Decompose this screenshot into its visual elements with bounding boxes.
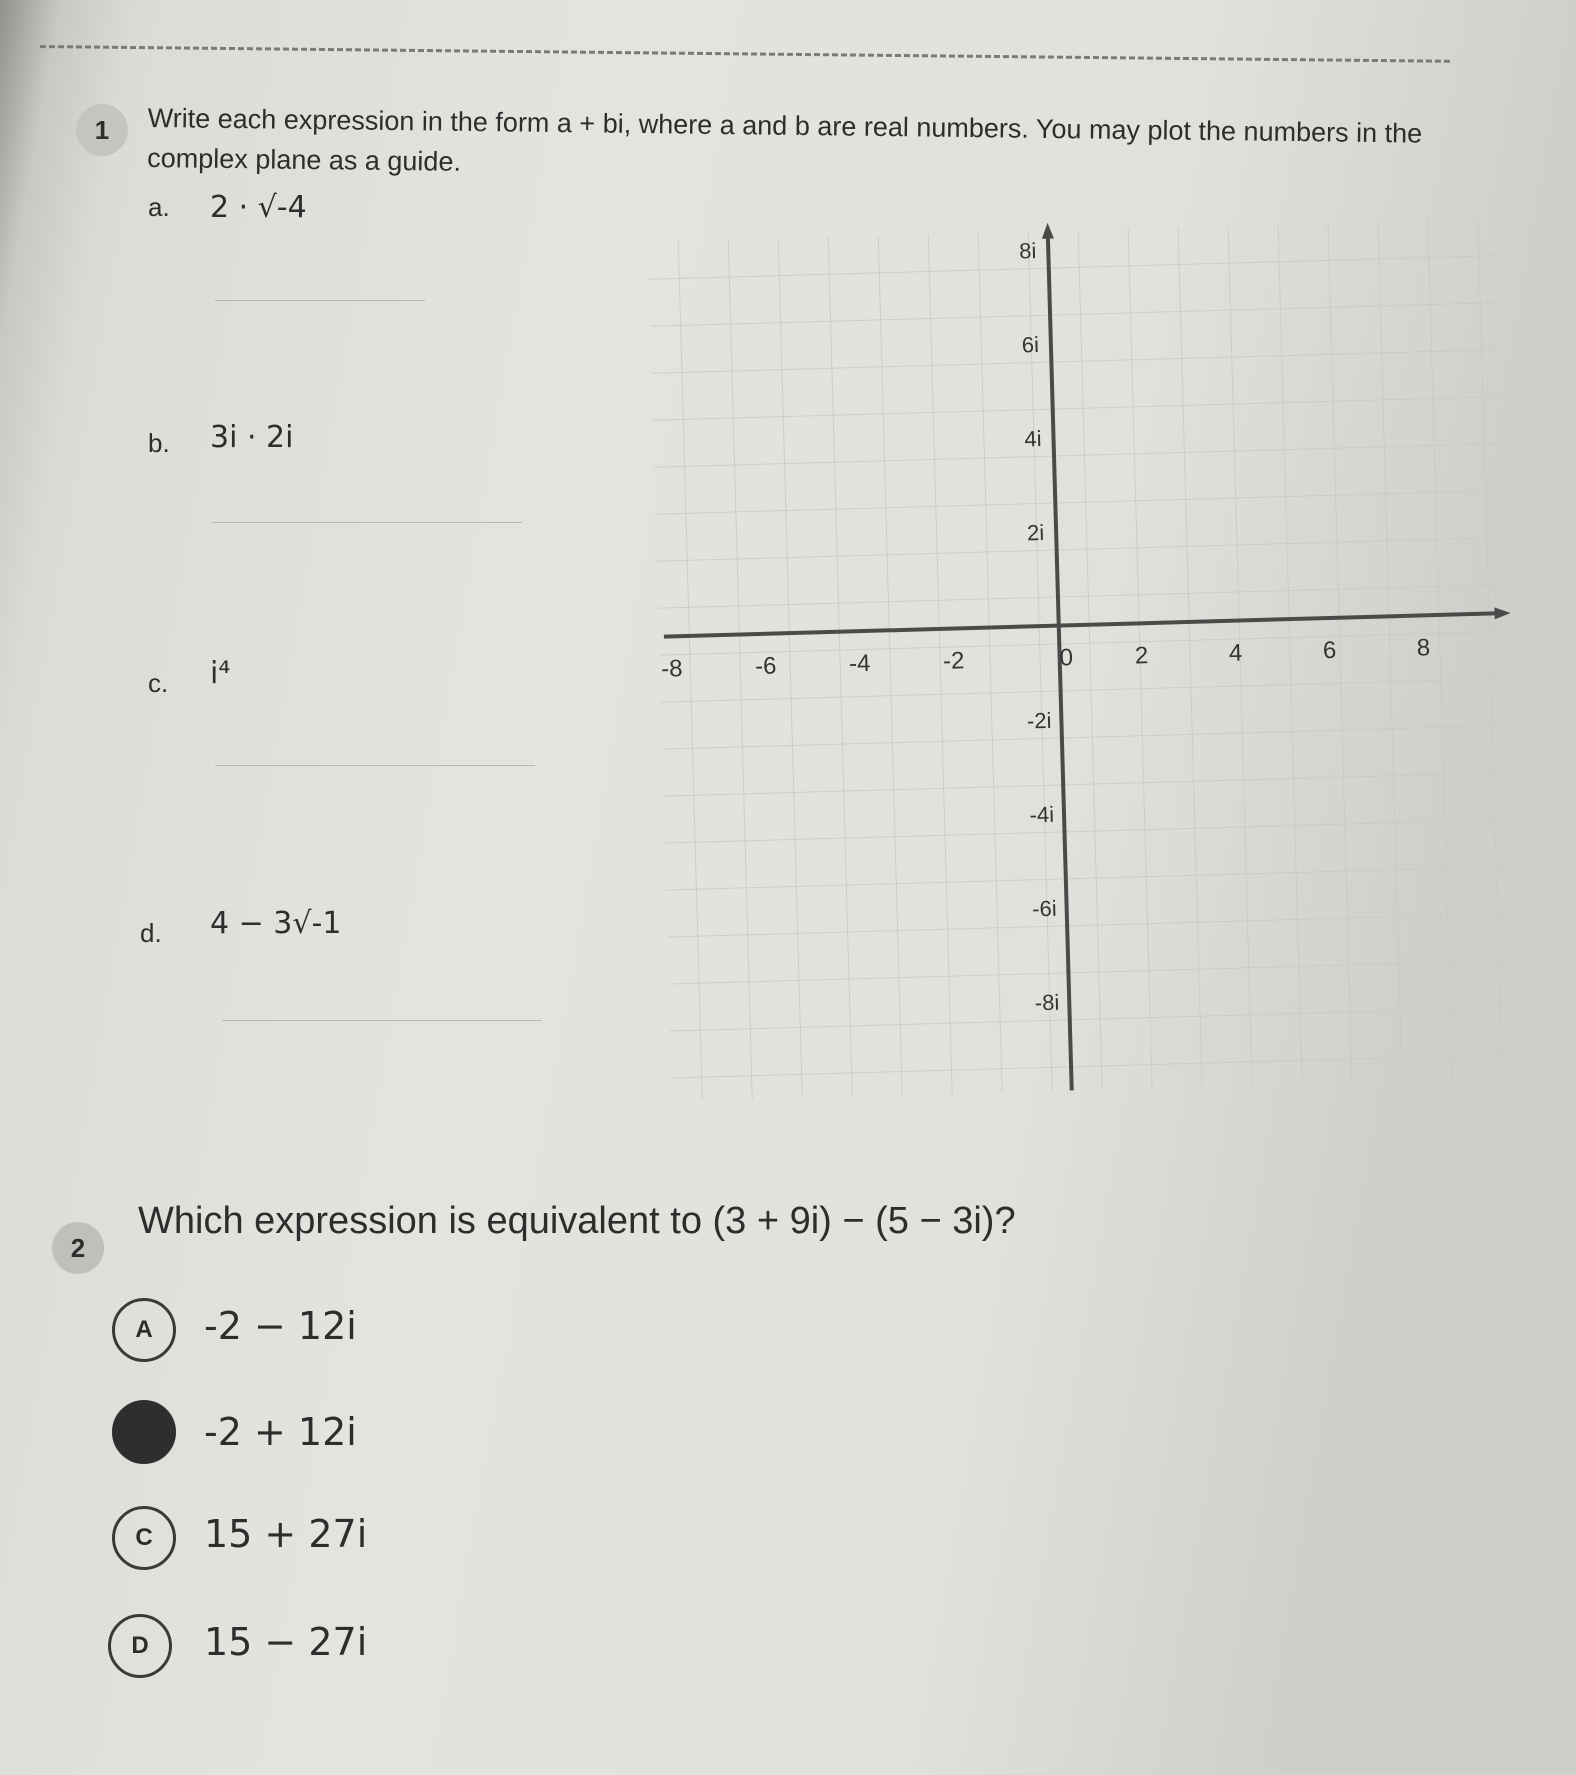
choice-c-text: 15 + 27i <box>204 1512 368 1556</box>
choice-c-bubble[interactable]: C <box>112 1506 176 1570</box>
y-tick-label: 8i <box>1018 238 1037 264</box>
x-tick-label: -8 <box>660 655 683 683</box>
y-tick-label: -8i <box>1034 989 1060 1016</box>
complex-plane <box>640 220 1520 1120</box>
part-a-answer-line <box>215 300 425 301</box>
choice-a-text: -2 − 12i <box>204 1304 357 1348</box>
question-1-number: 1 <box>76 104 128 156</box>
part-b-expression: 3i · 2i <box>210 420 294 455</box>
question-2-number: 2 <box>52 1222 104 1274</box>
part-a-label: a. <box>148 192 170 222</box>
x-tick-label: 0 <box>1059 644 1074 672</box>
y-tick-label: 2i <box>1026 519 1045 546</box>
choice-a-bubble[interactable]: A <box>112 1298 176 1362</box>
part-c-label: c. <box>148 668 169 698</box>
choice-d-bubble[interactable]: D <box>108 1614 172 1678</box>
choice-b-bubble[interactable]: B <box>112 1400 176 1464</box>
part-d-expression: 4 − 3√-1 <box>210 906 342 941</box>
question-2-prompt: Which expression is equivalent to (3 + 9i) − (5 − 3i)? <box>138 1200 1016 1242</box>
x-tick-label: 6 <box>1322 636 1337 665</box>
y-tick-label: -4i <box>1029 801 1055 828</box>
x-tick-label: -4 <box>848 649 871 678</box>
part-c-answer-line <box>215 765 535 766</box>
question-1-prompt: Write each expression in the form a + bi, where a and b are real numbers. You may plot the numbers in the complex plane as a guide. <box>147 102 1423 177</box>
y-tick-label: -6i <box>1031 895 1057 922</box>
part-d-answer-line <box>222 1020 542 1021</box>
part-b-label: b. <box>148 428 170 458</box>
part-b-answer-line <box>212 522 522 523</box>
plane-grid <box>648 220 1520 1102</box>
y-tick-label: -2i <box>1026 707 1052 734</box>
x-tick-label: 4 <box>1228 639 1243 667</box>
choice-d-text: 15 − 27i <box>204 1620 368 1664</box>
part-d-label: d. <box>140 918 162 948</box>
part-a-expression: 2 · √-4 <box>210 190 307 225</box>
y-tick-label: 6i <box>1021 332 1040 358</box>
x-tick-label: -2 <box>942 647 965 675</box>
x-tick-label: 2 <box>1134 642 1149 670</box>
y-tick-label: 4i <box>1024 425 1042 452</box>
top-dashed-border <box>40 0 1450 63</box>
x-tick-label: 8 <box>1416 634 1431 662</box>
x-tick-label: -6 <box>754 652 777 681</box>
part-c-expression: i⁴ <box>210 656 231 691</box>
choice-b-text: -2 + 12i <box>204 1410 357 1454</box>
